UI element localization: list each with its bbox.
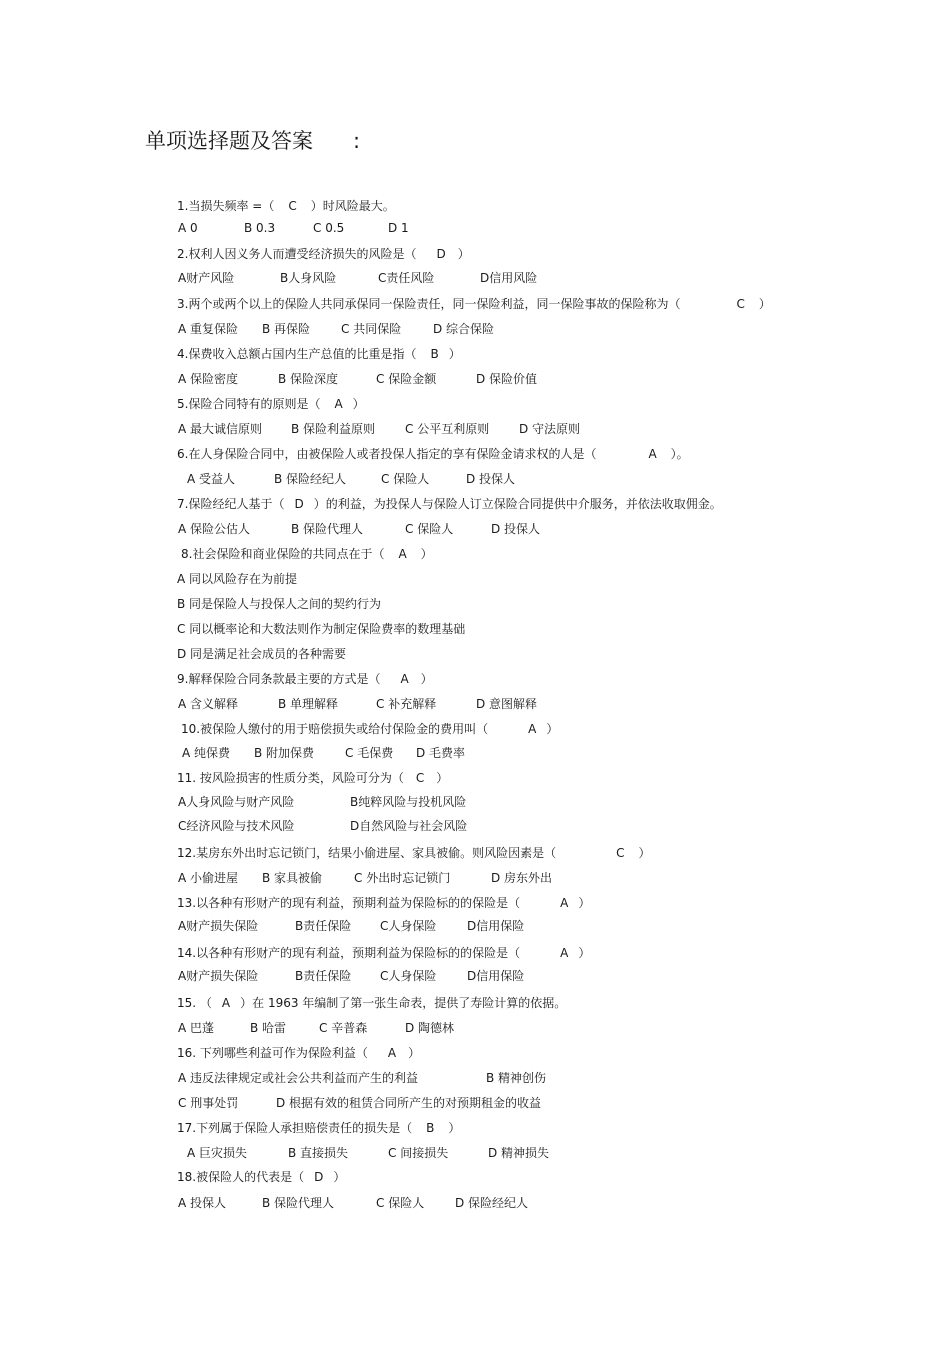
option-c: C 毛保费 [345, 746, 394, 760]
options-4 [178, 371, 678, 387]
options-10 [182, 745, 682, 761]
options-5 [178, 421, 678, 437]
option-b: B 保险经纪人 [274, 472, 347, 486]
question-1: 1.当损失频率 =（ C ）时风险最大。 [177, 199, 395, 213]
option-d: D 毛费率 [416, 746, 466, 760]
option-c: C人身保险 [380, 969, 437, 983]
option-d: D 精神损失 [488, 1146, 550, 1160]
question-16: 16. 下列哪些利益可作为保险利益（ A ） [177, 1046, 421, 1060]
answer-letter: C [616, 846, 625, 860]
options-7 [178, 521, 678, 537]
option-b: B责任保险 [295, 969, 352, 983]
option-b: B纯粹风险与投机风险 [350, 795, 467, 809]
option-a: A财产损失保险 [178, 969, 259, 983]
question-2: 2.权利人因义务人而遭受经济损失的风险是（ D ） [177, 247, 470, 261]
option-d: D 投保人 [466, 472, 516, 486]
option-c: C 保险金额 [376, 372, 437, 386]
question-8: 8.社会保险和商业保险的共同点在于（ A ） [181, 547, 433, 561]
option-c: C 间接损失 [388, 1146, 449, 1160]
option-b: B 家具被偷 [262, 871, 323, 885]
option-b: B 附加保费 [254, 746, 315, 760]
options-1 [178, 220, 678, 236]
option-d: D 根据有效的租赁合同所产生的对预期租金的收益 [276, 1096, 542, 1110]
option-c: C 公平互利原则 [405, 422, 490, 436]
question-9: 9.解释保险合同条款最主要的方式是（ A ） [177, 672, 433, 686]
answer-letter: B [430, 347, 439, 361]
question-7: 7.保险经纪人基于（ D ）的利益，为投保人与保险人订立保险合同提供中介服务，并依法收取佣金。 [177, 497, 722, 511]
option-d: D 保险价值 [476, 372, 538, 386]
option-a: A财产损失保险 [178, 919, 259, 933]
answer-letter: C [288, 199, 297, 213]
answer-letter: A [398, 547, 407, 561]
options-14 [178, 968, 678, 984]
title-text: 单项选择题及答案 [145, 129, 313, 153]
option-a: A财产风险 [178, 271, 235, 285]
option-a: A 最大诚信原则 [178, 422, 263, 436]
option-c: C 辛普森 [319, 1021, 368, 1035]
option-c: C 刑事处罚 [178, 1096, 239, 1110]
options-13 [178, 918, 678, 934]
option-d: D 房东外出 [491, 871, 553, 885]
option-d: D 意图解释 [476, 697, 538, 711]
option-b: B 精神创伤 [486, 1071, 547, 1085]
option-d: D 1 [388, 221, 409, 235]
option-d: D 陶德林 [405, 1021, 455, 1035]
option-c: C 保险人 [405, 522, 454, 536]
question-11: 11. 按风险损害的性质分类，风险可分为（ C ） [177, 771, 449, 785]
option-c: C经济风险与技术风险 [178, 819, 295, 833]
options-16b [178, 1095, 678, 1111]
option-c: C 补充解释 [376, 697, 437, 711]
option-d: D 同是满足社会成员的各种需要 [177, 647, 347, 661]
answer-letter: A [387, 1046, 397, 1060]
answer-letter: A [648, 447, 657, 461]
options-2 [178, 270, 678, 286]
option-d: D信用保险 [467, 919, 525, 933]
option-d: D 综合保险 [433, 322, 495, 336]
answer-letter: A [400, 672, 409, 686]
option-a: A 保险密度 [178, 372, 239, 386]
option-a: A 小偷进屋 [178, 871, 239, 885]
answer-letter: D [436, 247, 446, 261]
answer-letter: D [294, 497, 304, 511]
option-c: C责任风险 [378, 271, 435, 285]
option-a: A 投保人 [178, 1196, 227, 1210]
question-3: 3.两个或两个以上的保险人共同承保同一保险责任，同一保险利益，同一保险事故的保险称为（ C ） [177, 297, 771, 311]
answer-letter: A [560, 896, 569, 910]
option-b: B 哈雷 [250, 1021, 287, 1035]
option-d: D 保险经纪人 [455, 1196, 529, 1210]
option-c: C 0.5 [313, 221, 345, 235]
question-10: 10.被保险人缴付的用于赔偿损失或给付保险金的费用叫（ A ） [181, 722, 559, 736]
question-13: 13.以各种有形财产的现有利益，预期利益为保险标的的保险是（ A ） [177, 896, 591, 910]
options-11b [178, 818, 678, 834]
question-17: 17.下列属于保险人承担赔偿责任的损失是（ B ） [177, 1121, 461, 1135]
question-18: 18.被保险人的代表是（ D ） [177, 1170, 346, 1184]
option-b: B责任保险 [295, 919, 352, 933]
option-a: A 保险公估人 [178, 522, 251, 536]
option-c: C 同以概率论和大数法则作为制定保险费率的数理基础 [177, 622, 466, 636]
answer-letter: A [334, 397, 343, 411]
question-6: 6.在人身保险合同中，由被保险人或者投保人指定的享有保险金请求权的人是（ A ）。 [177, 447, 689, 461]
option-b: B 保险代理人 [262, 1196, 335, 1210]
option-a: A 违反法律规定或社会公共利益而产生的利益 [178, 1071, 419, 1085]
question-5: 5.保险合同特有的原则是（ A ） [177, 397, 365, 411]
options-3 [178, 321, 678, 337]
question-4: 4.保费收入总额占国内生产总值的比重是指（ B ） [177, 347, 461, 361]
options-12 [178, 870, 678, 886]
option-d: D 守法原则 [519, 422, 581, 436]
option-a: A 含义解释 [178, 697, 239, 711]
options-6 [187, 471, 687, 487]
option-b: B 单理解释 [278, 697, 339, 711]
option-c: C 共同保险 [341, 322, 402, 336]
option-d: D信用风险 [480, 271, 538, 285]
answer-letter: C [736, 297, 745, 311]
option-a: A 巨灾损失 [187, 1146, 248, 1160]
title-colon: : [353, 129, 361, 153]
page-title [145, 126, 360, 156]
answer-letter: A [560, 946, 569, 960]
option-d: D信用保险 [467, 969, 525, 983]
question-14: 14.以各种有形财产的现有利益，预期利益为保险标的的保险是（ A ） [177, 946, 591, 960]
option-b: B 再保险 [262, 322, 311, 336]
option-c: C 外出时忘记锁门 [354, 871, 451, 885]
answer-letter: A [221, 996, 231, 1010]
option-a: A 巴蓬 [178, 1021, 215, 1035]
option-d: D 投保人 [491, 522, 541, 536]
option-a: A 重复保险 [178, 322, 239, 336]
answer-letter: C [415, 771, 425, 785]
option-c: C人身保险 [380, 919, 437, 933]
answer-letter: D [314, 1170, 324, 1184]
option-d: D自然风险与社会风险 [350, 819, 468, 833]
options-9 [178, 696, 678, 712]
options-16a [178, 1070, 678, 1086]
option-a: A 同以风险存在为前提 [177, 572, 298, 586]
option-b: B 0.3 [244, 221, 276, 235]
option-b: B 保险利益原则 [291, 422, 376, 436]
option-b: B 同是保险人与投保人之间的契约行为 [177, 597, 382, 611]
option-c: C 保险人 [376, 1196, 425, 1210]
answer-letter: B [426, 1121, 435, 1135]
question-15: 15. （ A ）在 1963 年编制了第一张生命表，提供了寿险计算的依据。 [177, 996, 567, 1010]
options-18 [178, 1195, 678, 1211]
options-11a [178, 794, 678, 810]
option-a: A 受益人 [187, 472, 236, 486]
option-c: C 保险人 [381, 472, 430, 486]
option-b: B 直接损失 [288, 1146, 349, 1160]
option-b: B人身风险 [280, 271, 337, 285]
option-a: A 纯保费 [182, 746, 231, 760]
options-15 [178, 1020, 678, 1036]
answer-letter: A [528, 722, 537, 736]
option-a: A人身风险与财产风险 [178, 795, 295, 809]
option-b: B 保险代理人 [291, 522, 364, 536]
question-12: 12.某房东外出时忘记锁门，结果小偷进屋、家具被偷。则风险因素是（ C ） [177, 846, 651, 860]
options-17 [187, 1145, 687, 1161]
option-b: B 保险深度 [278, 372, 339, 386]
option-a: A 0 [178, 221, 198, 235]
